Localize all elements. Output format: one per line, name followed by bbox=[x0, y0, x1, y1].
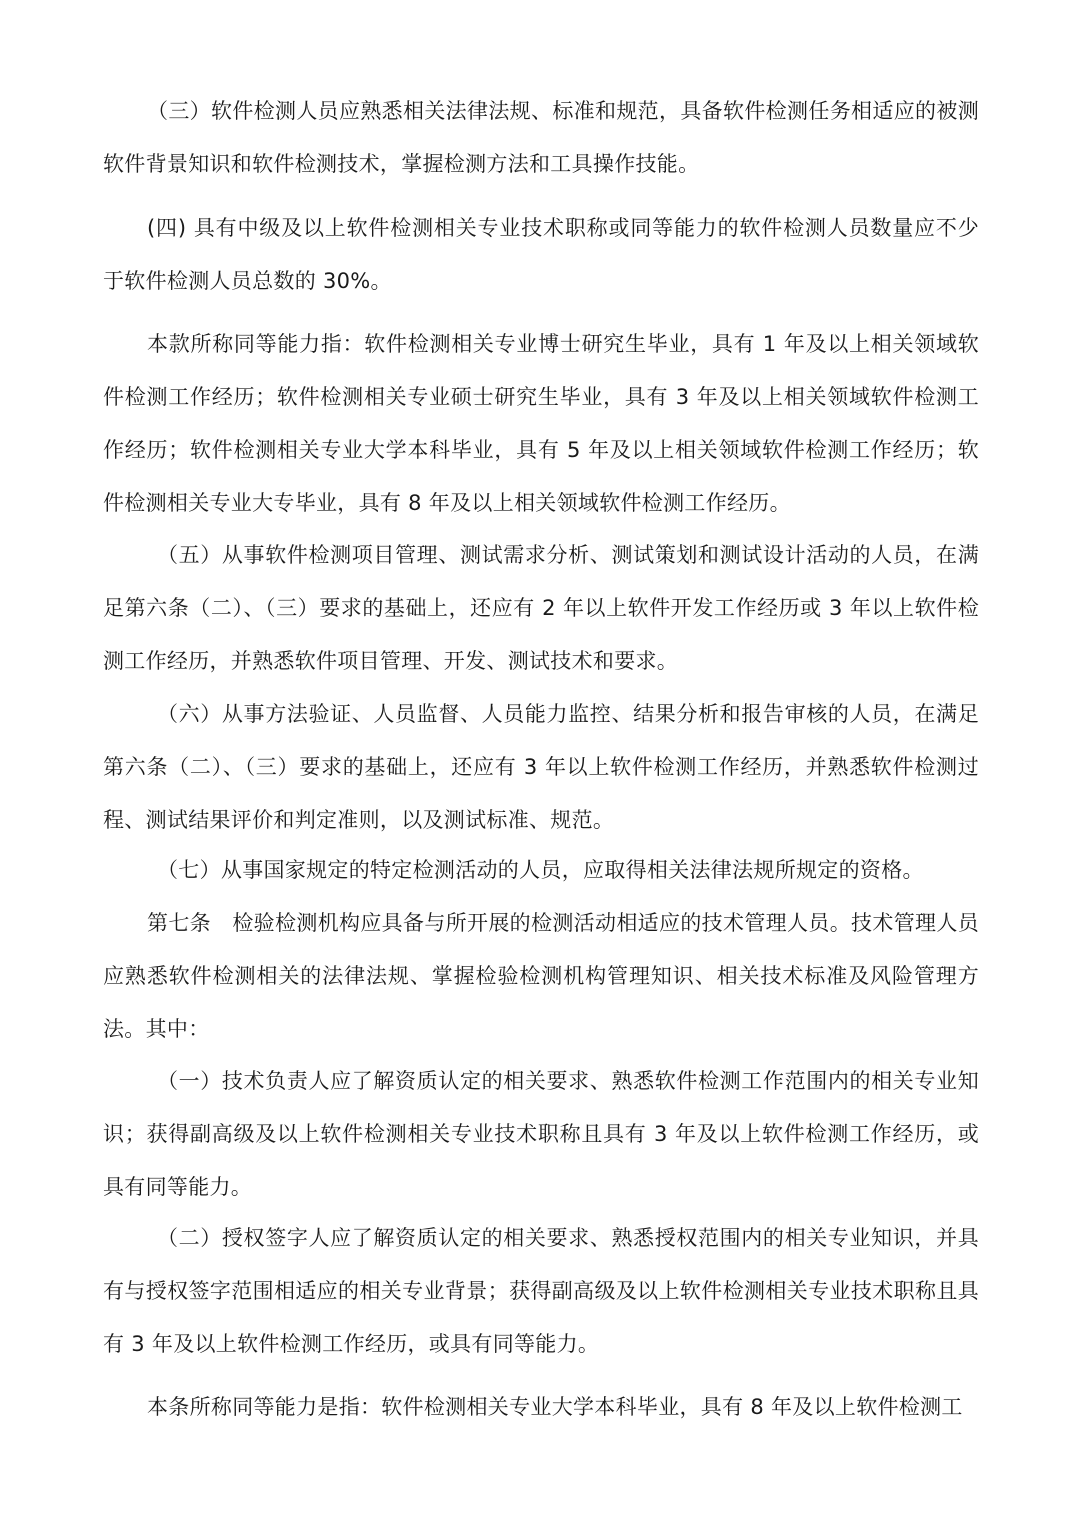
paragraph-item-7: （七）从事国家规定的特定检测活动的人员，应取得相关法律法规所规定的资格。 bbox=[157, 858, 924, 882]
paragraph-article-7: 第七条 检验检测机构应具备与所开展的检测活动相适应的技术管理人员。技术管理人员应熟悉软件检测相关的法律法规、掌握检验检测机构管理知识、相关技术标准及风险管理方法。其中： bbox=[103, 911, 979, 1041]
paragraph-equivalent-ability-definition: 本款所称同等能力指：软件检测相关专业博士研究生毕业，具有 1 年及以上相关领域软件检测工作经历；软件检测相关专业硕士研究生毕业，具有 3 年及以上相关领域软件检测工作经历；软件检测相关专业大学本科毕业，具有 5 年及以上相关领域软件检测工作经历；软件检测相关专业大专毕业，具有 8 年及以上相关领域软件检测工作经历。 bbox=[103, 332, 979, 515]
paragraph-item-4: (四) 具有中级及以上软件检测相关专业技术职称或同等能力的软件检测人员数量应不少于软件检测人员总数的 30%。 bbox=[103, 216, 979, 293]
paragraph-article-7-item-2: （二）授权签字人应了解资质认定的相关要求、熟悉授权范围内的相关专业知识，并具有与授权签字范围相适应的相关专业背景；获得副高级及以上软件检测相关专业技术职称且具有 3 年及以上软件检测工作经历，或具有同等能力。 bbox=[103, 1226, 979, 1356]
paragraph-item-6: （六）从事方法验证、人员监督、人员能力监控、结果分析和报告审核的人员，在满足第六条（二）、（三）要求的基础上，还应有 3 年以上软件检测工作经历，并熟悉软件检测过程、测试结果评价和判定准则，以及测试标准、规范。 bbox=[103, 702, 979, 832]
paragraph-article-7-item-1: （一）技术负责人应了解资质认定的相关要求、熟悉软件检测工作范围内的相关专业知识；获得副高级及以上软件检测相关专业技术职称且具有 3 年及以上软件检测工作经历，或具有同等能力。 bbox=[103, 1069, 979, 1199]
paragraph-item-3: （三）软件检测人员应熟悉相关法律法规、标准和规范，具备软件检测任务相适应的被测软件背景知识和软件检测技术，掌握检测方法和工具操作技能。 bbox=[103, 99, 979, 176]
paragraph-item-5: （五）从事软件检测项目管理、测试需求分析、测试策划和测试设计活动的人员，在满足第六条（二）、（三）要求的基础上，还应有 2 年以上软件开发工作经历或 3 年以上软件检测工作经历，并熟悉软件项目管理、开发、测试技术和要求。 bbox=[103, 543, 979, 673]
paragraph-article-equivalent-ability: 本条所称同等能力是指：软件检测相关专业大学本科毕业，具有 8 年及以上软件检测工 bbox=[147, 1395, 963, 1419]
